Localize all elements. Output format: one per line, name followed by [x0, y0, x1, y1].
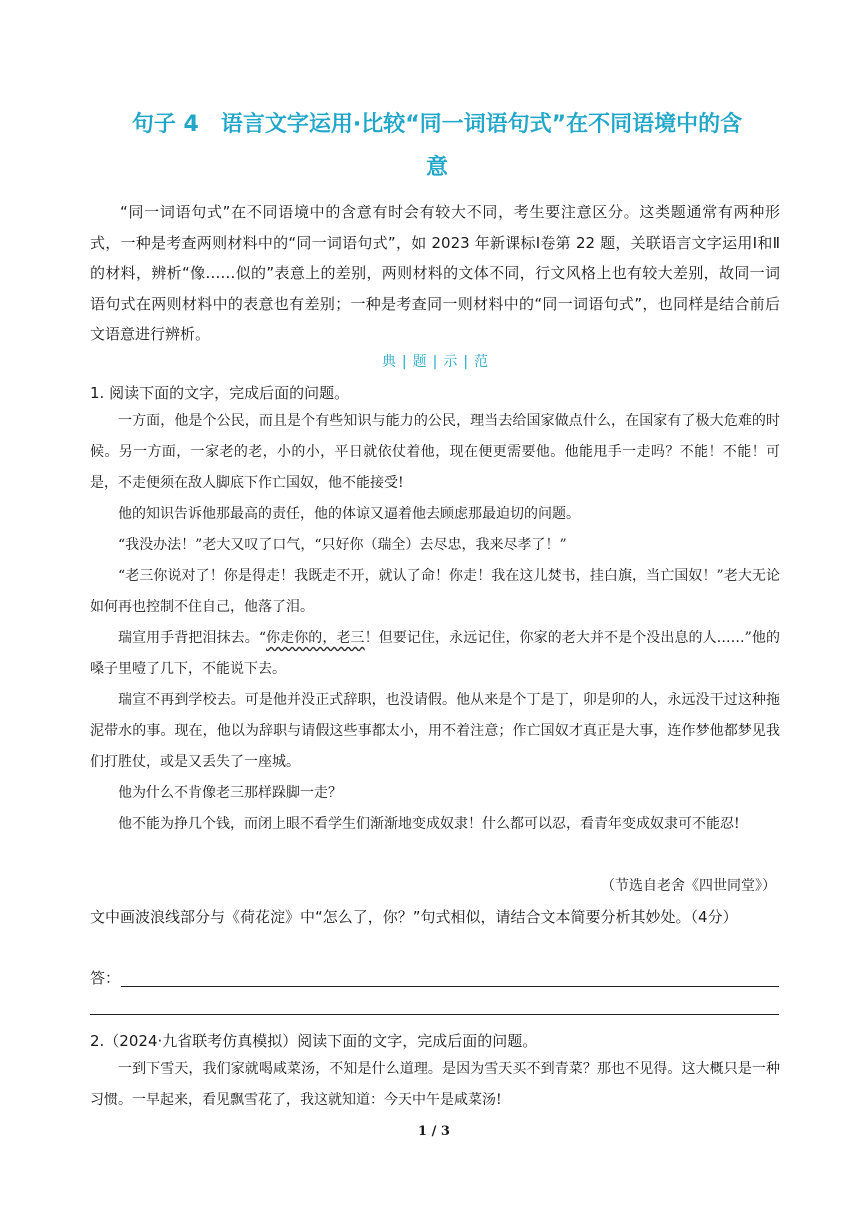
passage-paragraph: 瑞宣不再到学校去。可是他并没正式辞职，也没请假。他从来是个丁是丁，卯是卯的人，永远没干过这种拖泥带水的事。现在，他以为辞职与请假这些事都太小，用不着注意；作亡国奴才真正是大事，连作梦他都梦见我们打胜仗，或是又丢失了一座城。	[90, 692, 780, 770]
passage-source: （节选自老舍《四世同堂》）	[601, 878, 776, 894]
wavy-underlined-text: 你走你的，老三	[265, 630, 365, 646]
text-segment: 瑞宣用手背把泪抹去。“	[118, 630, 266, 646]
section-char: 示	[443, 354, 458, 370]
section-separator: |	[432, 354, 438, 370]
section-char: 题	[412, 354, 427, 370]
section-char: 典	[381, 354, 396, 370]
passage-paragraph: 他不能为挣几个钱，而闭上眼不看学生们渐渐地变成奴隶！什么都可以忍，看青年变成奴隶可不能忍!	[118, 816, 740, 832]
section-separator: |	[401, 354, 407, 370]
page-number: 1 / 3	[418, 1124, 450, 1139]
page-title-continued: 意	[425, 155, 448, 180]
section-char: 范	[474, 354, 489, 370]
question-1-passage	[90, 406, 780, 840]
passage-paragraph: 一到下雪天，我们家就喝咸菜汤，不知是什么道理。是因为雪天买不到青菜？那也不见得。这大概只是一种习惯。一早起来，看见飘雪花了，我这就知道：今天中午是咸菜汤!	[90, 1061, 780, 1108]
answer-line[interactable]	[90, 1014, 779, 1015]
passage-paragraph-with-wavy	[90, 623, 780, 685]
question-1-task: 文中画波浪线部分与《荷花淀》中“怎么了，你？”句式相似，请结合文本简要分析其妙处。（4分）	[90, 908, 738, 926]
passage-paragraph: 他为什么不肯像老三那样跺脚一走？	[118, 785, 342, 801]
answer-line[interactable]	[121, 986, 779, 987]
page-title: 句子 4 语言文字运用·比较“同一词语句式”在不同语境中的含	[131, 112, 743, 137]
question-1-prompt: 1. 阅读下面的文字，完成后面的问题。	[90, 384, 350, 402]
question-2-passage	[90, 1054, 780, 1116]
answer-label: 答：	[90, 969, 121, 987]
passage-paragraph: 一方面，他是个公民，而且是个有些知识与能力的公民，理当去给国家做点什么，在国家有了极大危难的时候。另一方面，一家老的老，小的小，平日就依仗着他，现在便更需要他。他能甩手一走吗？不能！不能！可是，不走便须在敌人脚底下作亡国奴，他不能接受!	[90, 413, 780, 491]
section-separator: |	[463, 354, 469, 370]
passage-paragraph: “我没办法！”老大又叹了口气，“只好你（瑞全）去尽忠，我来尽孝了！”	[118, 537, 567, 553]
passage-paragraph: “老三你说对了！你是得走！我既走不开，就认了命！你走！我在这儿焚书，挂白旗，当亡国奴！”老大无论如何再也控制不住自己，他落了泪。	[90, 568, 780, 615]
text-segment: ！但要记住，永远记住，你家的老大并不是个没出息的人……”他的嗓子里噎了几下，不能说下去。	[90, 630, 780, 677]
question-2-prompt: 2.（2024·九省联考仿真模拟）阅读下面的文字，完成后面的问题。	[90, 1032, 538, 1050]
intro-paragraph: “同一词语句式”在不同语境中的含意有时会有较大不同，考生要注意区分。这类题通常有两种形式，一种是考查两则材料中的“同一词语句式”，如 2023 年新课标Ⅰ卷第 22 题，关联语言文字运用Ⅰ和Ⅱ的材料，辨析“像……似的”表意上的差别，两则材料的文体不同，行文风格上也有较大差别，故同一词语句式在两则材料中的表意也有差别；一种是考查同一则材料中的“同一词语句式”，也同样是结合前后文语意进行辨析。	[90, 203, 780, 343]
passage-paragraph: 他的知识告诉他那最高的责任，他的体谅又逼着他去顾虑那最迫切的问题。	[118, 506, 580, 522]
intro-section	[90, 197, 780, 350]
section-heading	[90, 350, 780, 374]
